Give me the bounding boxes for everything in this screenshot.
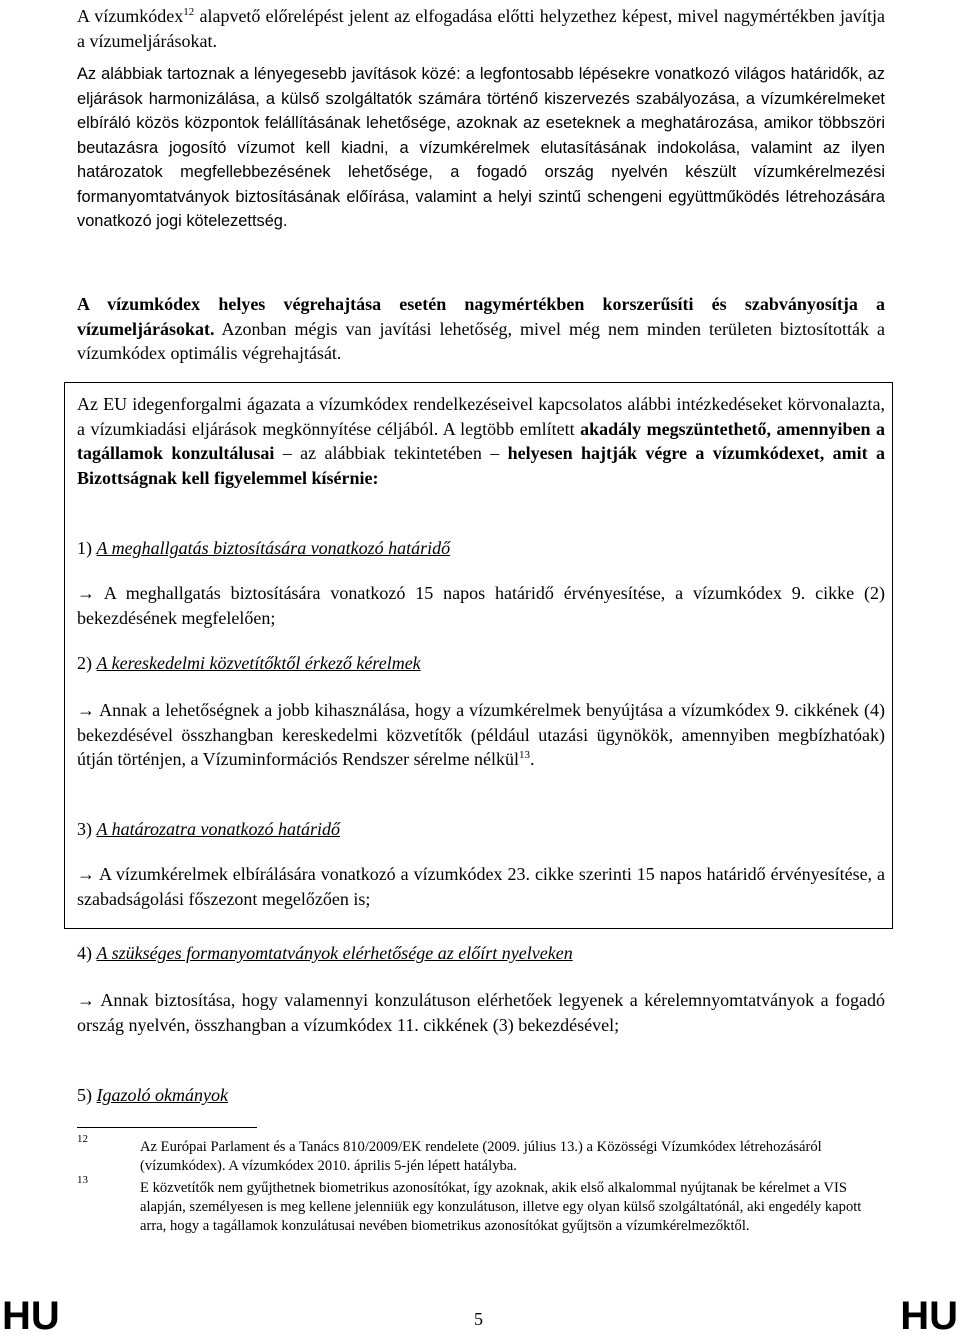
item-2-body (77, 698, 885, 772)
box-intro-text-1: Az EU idegenforgalmi ágazata a vízumkódex rendelkezéseivel kapcsolatos alábbi intézkedéseket körvonalazta, a vízumkiadási eljárások megkönnyítése céljából. A legtöbb említett (77, 394, 885, 439)
box-intro-text-2: – az alábbiak tekintetében – (274, 443, 508, 463)
item-5-number: 5) (77, 1085, 92, 1105)
item-3-body (77, 862, 885, 911)
item-3-title: A határozatra vonatkozó határidő (96, 819, 341, 839)
box-intro-paragraph (77, 392, 885, 490)
item-2-text: Annak a lehetőségnek a jobb kihasználása, hogy a vízumkérelmek benyújtása a vízumkódex 9. cikkének (4) bekezdésével összhangban kereskedelmi közvetítők (például utazási ügynökök, amennyiben megbízhatóak) útján történjen, a Vízuminformációs Rendszer sérelme nélkül (77, 700, 885, 769)
item-2-title: A kereskedelmi közvetítőktől érkező kérelmek (96, 653, 421, 673)
item-1-title: A meghallgatás biztosítására vonatkozó határidő (96, 538, 451, 558)
footnote-ref-13: 13 (519, 749, 531, 761)
item-4-heading (77, 941, 885, 966)
arrow-icon: → (77, 990, 95, 1010)
item-1-number: 1) (77, 538, 92, 558)
footnote-13-number: 13 (77, 1174, 88, 1186)
footer-language-right: HU (900, 1294, 958, 1338)
intro-text-b: alapvető előrelépést jelent az elfogadása előtti helyzethez képest, mivel nagymértékben javítja a vízumeljárásokat. (77, 6, 885, 51)
improvements-paragraph: Az alábbiak tartoznak a lényegesebb javítások közé: a legfontosabb lépésekre vonatkozó világos határidők, az eljárások harmonizálása, a külső szolgáltatók számára történő kiszervezés szabályozása, a vízumkérelmeket elbíráló közös központok felállításának lehetősége, azoknak az eseteknek a meghatározása, amikor többszöri beutazásra jogosító vízumot kell kiadni, a vízumkérelmek elutasításának indokolása, valamint az ilyen határozatok megfellebbezésének lehetősége, a fogadó ország nyelvén készült vízumkérelmezési formanyomtatványok biztosításának előírása, valamint a helyi szintű schengeni együttműködés létrehozására vonatkozó jogi kötelezettség. (77, 65, 885, 230)
footnote-13-text: E közvetítők nem gyűjthetnek biometrikus azonosítókat, így azoknak, akik első alkalommal nyújtanak be kérelmet a VIS alapján, személyesen is meg kellene jelenniük egy konzulátuson, illetve egy olyan külső szolgáltatónál, aki engedély kapott arra, hogy a tagállamok konzulátusai nevében biometrikus azonosítókat gyűjtsön a vízumkérelmezőktől. (140, 1180, 862, 1235)
footnote-ref-12: 12 (183, 6, 195, 18)
page-number: 5 (474, 1309, 483, 1329)
item-5-heading (77, 1083, 885, 1108)
item-1-heading (77, 536, 885, 561)
item-4-number: 4) (77, 943, 92, 963)
footnote-separator (77, 1127, 257, 1128)
summary-rest: Azonban mégis van javítási lehetőség, mivel még nem minden területen biztosították a vízumkódex optimális végrehajtását. (77, 318, 885, 363)
item-3-number: 3) (77, 819, 92, 839)
item-4-body (77, 988, 885, 1037)
arrow-icon: → (77, 583, 95, 603)
arrow-icon: → (77, 864, 95, 884)
item-4-title: A szükséges formanyomtatványok elérhetősége az előírt nyelveken (96, 943, 573, 963)
item-1-text: A meghallgatás biztosítására vonatkozó 15 napos határidő érvényesítése, a vízumkódex 9. cikke (2) bekezdésének megfelelően; (77, 583, 885, 628)
intro-text-a: A vízumkódex (77, 6, 184, 26)
item-4-text: Annak biztosítása, hogy valamennyi konzulátuson elérhetőek legyenek a kérelemnyomtatványok a fogadó ország nyelvén, összhangban a vízumkódex 11. cikkének (3) bekezdésével; (77, 990, 885, 1035)
item-2-heading (77, 651, 885, 676)
arrow-icon: → (77, 700, 95, 720)
item-3-text: A vízumkérelmek elbírálására vonatkozó a vízumkódex 23. cikke szerinti 15 napos határidő érvényesítése, a szabadságolási főszezont megelőzően is; (77, 864, 885, 909)
item-2-number: 2) (77, 653, 92, 673)
item-3-heading (77, 817, 885, 842)
summary-bold: A vízumkódex helyes végrehajtása esetén nagymértékben korszerűsíti és szabványosítja a vízumeljárásokat. (77, 294, 885, 339)
footnote-12-number: 12 (77, 1133, 88, 1145)
box-intro-bold-1: akadály megszüntethető, amennyiben a tagállamok konzultálusai (77, 418, 885, 463)
summary-paragraph (77, 292, 885, 366)
item-5-title: Igazoló okmányok (96, 1085, 228, 1105)
box-intro-bold-2: helyesen hajtják végre a vízumkódexet, amit a Bizottságnak kell figyelemmel kísérnie: (77, 443, 885, 488)
item-2-end: . (530, 749, 535, 769)
footer-language-left: HU (2, 1294, 60, 1338)
item-1-body (77, 581, 885, 630)
footnote-12-text: Az Európai Parlament és a Tanács 810/2009/EK rendelete (2009. július 13.) a Közösségi Vízumkódex létrehozásáról (vízumkódex). A vízumkódex 2010. április 5-jén lépett hatályba. (140, 1139, 822, 1175)
intro-paragraph (77, 4, 885, 53)
